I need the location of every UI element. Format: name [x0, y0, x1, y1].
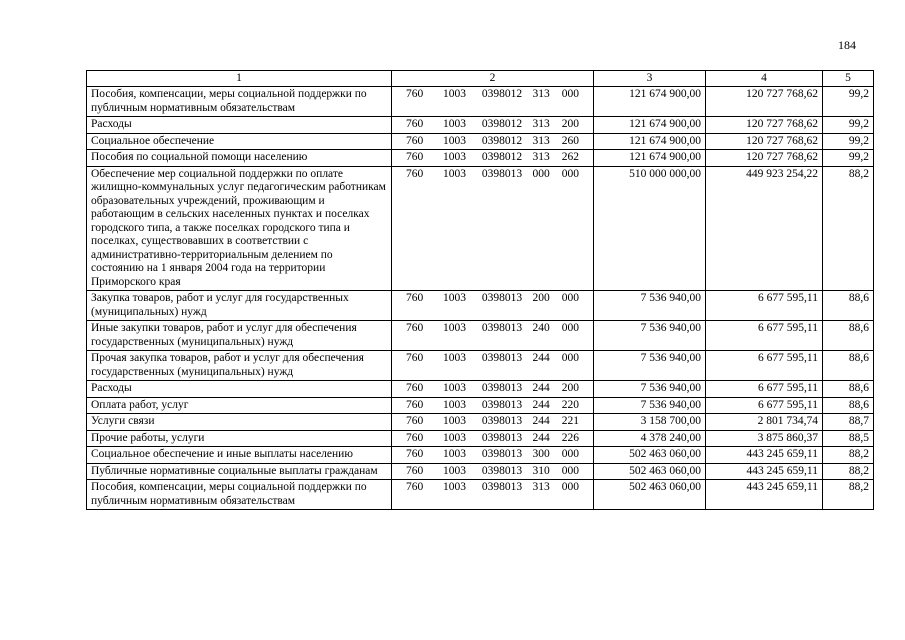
code-section: 1003: [442, 464, 466, 477]
code-group: [396, 432, 589, 446]
code-group: [396, 481, 589, 495]
table-row: [87, 414, 874, 431]
table-row: [87, 447, 874, 464]
row-codes: [392, 87, 594, 117]
table-row: [87, 381, 874, 398]
code-expense-type: 244: [532, 352, 550, 364]
code-expense-type: 244: [532, 398, 550, 411]
code-target: 0398013: [481, 415, 523, 427]
code-ved: 760: [406, 118, 424, 130]
row-fact: 443 245 659,11: [706, 447, 823, 464]
row-percent: 88,2: [823, 447, 874, 464]
code-kosgu: 226: [561, 431, 579, 444]
row-fact: 3 875 860,37: [706, 430, 823, 447]
code-target: 0398013: [481, 431, 523, 444]
row-name: Социальное обеспечение: [87, 133, 392, 150]
row-fact: 120 727 768,62: [706, 117, 823, 134]
code-expense-type: 000: [532, 167, 550, 180]
row-codes: [392, 480, 594, 510]
code-ved: 760: [406, 88, 424, 100]
code-ved: 760: [406, 431, 424, 444]
row-fact: 6 677 595,11: [706, 381, 823, 398]
row-fact: 6 677 595,11: [706, 291, 823, 321]
header-col-2: 2: [392, 71, 594, 87]
code-expense-type: 244: [532, 415, 550, 427]
code-expense-type: 313: [532, 151, 550, 163]
row-percent: 88,6: [823, 397, 874, 414]
row-name: Пособия по социальной помощи населению: [87, 150, 392, 167]
code-ved: 760: [406, 292, 424, 304]
row-plan: 7 536 940,00: [594, 291, 706, 321]
code-group: [396, 151, 589, 165]
row-name: Расходы: [87, 381, 392, 398]
row-plan: 502 463 060,00: [594, 447, 706, 464]
code-group: [396, 135, 589, 149]
code-section: 1003: [442, 352, 466, 364]
row-name: Закупка товаров, работ и услуг для государственных (муниципальных) нужд: [87, 291, 392, 321]
code-section: 1003: [442, 481, 466, 493]
code-group: [396, 465, 589, 479]
code-kosgu: 260: [561, 134, 579, 147]
row-plan: 121 674 900,00: [594, 117, 706, 134]
code-section: 1003: [442, 431, 466, 444]
row-codes: [392, 150, 594, 167]
row-codes: [392, 397, 594, 414]
code-section: 1003: [442, 415, 466, 427]
code-ved: 760: [406, 322, 424, 334]
code-section: 1003: [442, 167, 466, 180]
code-ved: 760: [406, 167, 424, 180]
row-percent: 88,2: [823, 166, 874, 291]
code-expense-type: 313: [532, 88, 550, 100]
table-row: [87, 150, 874, 167]
row-plan: 7 536 940,00: [594, 321, 706, 351]
code-kosgu: 000: [561, 464, 579, 477]
row-fact: 120 727 768,62: [706, 87, 823, 117]
code-target: 0398013: [481, 398, 523, 411]
page-number: 184: [838, 38, 856, 52]
row-name: Прочие работы, услуги: [87, 430, 392, 447]
table-row: [87, 133, 874, 150]
table-row: [87, 117, 874, 134]
code-ved: 760: [406, 464, 424, 477]
code-group: [396, 292, 589, 306]
code-group: [396, 322, 589, 336]
row-codes: [392, 447, 594, 464]
code-target: 0398012: [481, 88, 523, 100]
row-name: Обеспечение мер социальной поддержки по оплате жилищно-коммунальных услуг педагогическим работникам образовательных учреждений, проживающим и работающим в сельских населенных пунктах и поселках городского типа, а также поселках городского типа и поселках, существовавших в соответствии с административно-территориальным делением по состоянию на 1 января 2004 года на территории Приморского края: [87, 166, 392, 291]
code-group: [396, 352, 589, 366]
row-fact: 120 727 768,62: [706, 133, 823, 150]
row-fact: 2 801 734,74: [706, 414, 823, 431]
row-fact: 449 923 254,22: [706, 166, 823, 291]
code-kosgu: 000: [561, 448, 579, 460]
row-name: Социальное обеспечение и иные выплаты населению: [87, 447, 392, 464]
code-target: 0398012: [481, 151, 523, 163]
row-codes: [392, 381, 594, 398]
row-percent: 88,5: [823, 430, 874, 447]
header-col-1: 1: [87, 71, 392, 87]
row-percent: 88,6: [823, 351, 874, 381]
header-row: [87, 71, 874, 87]
row-name: Оплата работ, услуг: [87, 397, 392, 414]
code-expense-type: 313: [532, 118, 550, 130]
code-target: 0398013: [481, 167, 523, 180]
code-section: 1003: [442, 382, 466, 394]
row-plan: 502 463 060,00: [594, 480, 706, 510]
code-section: 1003: [442, 88, 466, 100]
row-name: Пособия, компенсации, меры социальной поддержки по публичным нормативным обязательствам: [87, 87, 392, 117]
code-ved: 760: [406, 448, 424, 460]
row-codes: [392, 133, 594, 150]
code-target: 0398013: [481, 481, 523, 493]
code-group: [396, 88, 589, 102]
code-expense-type: 300: [532, 448, 550, 460]
code-kosgu: 000: [561, 292, 579, 304]
row-name: Прочая закупка товаров, работ и услуг для обеспечения государственных (муниципальных) нужд: [87, 351, 392, 381]
table-row: [87, 397, 874, 414]
code-section: 1003: [442, 448, 466, 460]
row-percent: 88,6: [823, 291, 874, 321]
row-fact: 6 677 595,11: [706, 397, 823, 414]
row-percent: 88,2: [823, 480, 874, 510]
budget-table: [86, 70, 874, 510]
row-codes: [392, 321, 594, 351]
row-name: Пособия, компенсации, меры социальной поддержки по публичным нормативным обязательствам: [87, 480, 392, 510]
code-kosgu: 000: [561, 88, 579, 100]
code-group: [396, 168, 589, 182]
code-kosgu: 000: [561, 322, 579, 334]
code-group: [396, 382, 589, 396]
code-group: [396, 118, 589, 132]
table-row: [87, 463, 874, 480]
code-target: 0398013: [481, 448, 523, 460]
table-row: [87, 166, 874, 291]
code-ved: 760: [406, 382, 424, 394]
row-plan: 7 536 940,00: [594, 397, 706, 414]
table-row: [87, 321, 874, 351]
code-expense-type: 313: [532, 481, 550, 493]
table-row: [87, 480, 874, 510]
code-kosgu: 000: [561, 167, 579, 180]
table-row: [87, 291, 874, 321]
code-group: [396, 399, 589, 413]
row-codes: [392, 351, 594, 381]
code-ved: 760: [406, 481, 424, 493]
row-codes: [392, 166, 594, 291]
code-section: 1003: [442, 118, 466, 130]
code-target: 0398012: [481, 134, 523, 147]
code-section: 1003: [442, 151, 466, 163]
code-expense-type: 240: [532, 322, 550, 334]
row-codes: [392, 414, 594, 431]
table-row: [87, 351, 874, 381]
code-target: 0398013: [481, 322, 523, 334]
code-section: 1003: [442, 292, 466, 304]
row-name: Услуги связи: [87, 414, 392, 431]
code-kosgu: 262: [561, 151, 579, 163]
row-codes: [392, 430, 594, 447]
row-percent: 88,7: [823, 414, 874, 431]
row-codes: [392, 291, 594, 321]
code-section: 1003: [442, 322, 466, 334]
row-plan: 7 536 940,00: [594, 381, 706, 398]
row-name: Расходы: [87, 117, 392, 134]
code-target: 0398013: [481, 292, 523, 304]
table-row: [87, 87, 874, 117]
row-percent: 88,2: [823, 463, 874, 480]
code-kosgu: 000: [561, 352, 579, 364]
row-plan: 3 158 700,00: [594, 414, 706, 431]
code-ved: 760: [406, 134, 424, 147]
row-percent: 99,2: [823, 117, 874, 134]
code-expense-type: 244: [532, 382, 550, 394]
table-row: [87, 430, 874, 447]
row-percent: 99,2: [823, 87, 874, 117]
row-codes: [392, 117, 594, 134]
code-section: 1003: [442, 134, 466, 147]
row-percent: 99,2: [823, 150, 874, 167]
row-percent: 88,6: [823, 321, 874, 351]
code-kosgu: 200: [561, 118, 579, 130]
row-plan: 121 674 900,00: [594, 150, 706, 167]
row-plan: 121 674 900,00: [594, 87, 706, 117]
row-plan: 502 463 060,00: [594, 463, 706, 480]
row-plan: 510 000 000,00: [594, 166, 706, 291]
row-fact: 6 677 595,11: [706, 321, 823, 351]
row-percent: 99,2: [823, 133, 874, 150]
code-target: 0398012: [481, 118, 523, 130]
code-expense-type: 313: [532, 134, 550, 147]
code-kosgu: 200: [561, 382, 579, 394]
code-target: 0398013: [481, 382, 523, 394]
code-ved: 760: [406, 151, 424, 163]
row-fact: 6 677 595,11: [706, 351, 823, 381]
row-fact: 120 727 768,62: [706, 150, 823, 167]
code-target: 0398013: [481, 464, 523, 477]
row-fact: 443 245 659,11: [706, 480, 823, 510]
code-target: 0398013: [481, 352, 523, 364]
code-ved: 760: [406, 415, 424, 427]
code-expense-type: 310: [532, 464, 550, 477]
header-col-4: 4: [706, 71, 823, 87]
code-group: [396, 448, 589, 462]
code-ved: 760: [406, 352, 424, 364]
code-ved: 760: [406, 398, 424, 411]
row-percent: 88,6: [823, 381, 874, 398]
row-plan: 7 536 940,00: [594, 351, 706, 381]
row-codes: [392, 463, 594, 480]
row-name: Иные закупки товаров, работ и услуг для обеспечения государственных (муниципальных) нужд: [87, 321, 392, 351]
row-fact: 443 245 659,11: [706, 463, 823, 480]
code-kosgu: 000: [561, 481, 579, 493]
code-expense-type: 244: [532, 431, 550, 444]
code-kosgu: 220: [561, 398, 579, 411]
header-col-3: 3: [594, 71, 706, 87]
code-kosgu: 221: [561, 415, 579, 427]
code-expense-type: 200: [532, 292, 550, 304]
row-plan: 4 378 240,00: [594, 430, 706, 447]
code-group: [396, 415, 589, 429]
row-plan: 121 674 900,00: [594, 133, 706, 150]
code-section: 1003: [442, 398, 466, 411]
row-name: Публичные нормативные социальные выплаты гражданам: [87, 463, 392, 480]
header-col-5: 5: [823, 71, 874, 87]
